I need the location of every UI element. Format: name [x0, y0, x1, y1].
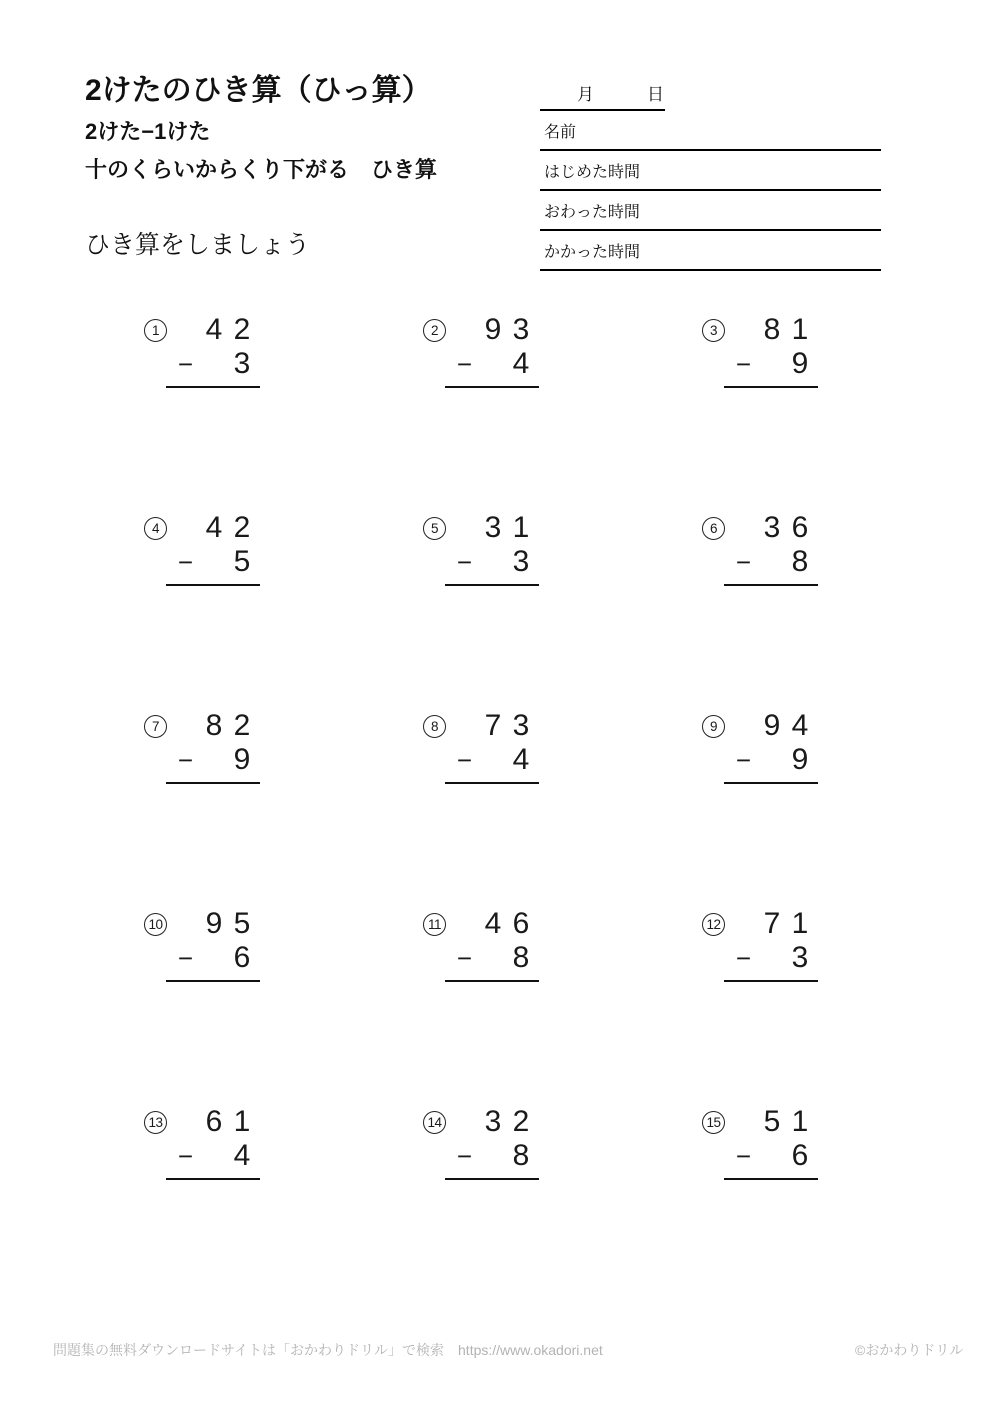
minus-sign: − [456, 547, 472, 577]
minuend-tens-digit: 9 [763, 709, 781, 742]
answer-line [724, 782, 818, 784]
subtrahend-digit: 5 [233, 545, 251, 578]
minuend-ones-digit: 3 [512, 709, 530, 742]
problem-number-badge: 1 [144, 319, 167, 342]
problem-cell [144, 313, 274, 515]
minuend-ones-digit: 4 [791, 709, 809, 742]
answer-line [166, 980, 260, 982]
minuend-ones-digit: 5 [233, 907, 251, 940]
minuend-ones-digit: 2 [233, 709, 251, 742]
answer-line [445, 584, 539, 586]
subtrahend-digit: 9 [791, 743, 809, 776]
minuend-ones-digit: 3 [512, 313, 530, 346]
minuend-tens-digit: 4 [205, 313, 223, 346]
subtrahend-digit: 3 [791, 941, 809, 974]
problem-cell [702, 511, 832, 713]
problem-number-badge: 6 [702, 517, 725, 540]
name-label: 名前 [544, 123, 577, 141]
problem-number-badge: 10 [144, 913, 167, 936]
problem-cell [702, 1105, 832, 1307]
problem-cell [144, 907, 274, 1109]
finished-time-row [540, 191, 881, 231]
footer-search-hint: 問題集の無料ダウンロードサイトは「おかわりドリル」で検索 https://www.okadori.net [53, 1342, 603, 1358]
problem-cell [702, 907, 832, 1109]
date-row [540, 80, 665, 111]
minuend-tens-digit: 5 [763, 1105, 781, 1138]
problem-number-badge: 3 [702, 319, 725, 342]
problem-number-badge: 13 [144, 1111, 167, 1134]
minuend-ones-digit: 2 [512, 1105, 530, 1138]
problem-number-badge: 8 [423, 715, 446, 738]
minuend-tens-digit: 4 [205, 511, 223, 544]
minuend-ones-digit: 1 [791, 313, 809, 346]
subtrahend-digit: 4 [512, 743, 530, 776]
minuend-ones-digit: 1 [512, 511, 530, 544]
answer-line [724, 584, 818, 586]
answer-line [445, 386, 539, 388]
problems-grid [144, 313, 981, 1307]
finished-time-label: おわった時間 [544, 203, 640, 221]
subtrahend-digit: 9 [233, 743, 251, 776]
problem-cell [423, 511, 553, 713]
minuend-tens-digit: 3 [484, 511, 502, 544]
minuend-ones-digit: 2 [233, 313, 251, 346]
minus-sign: − [456, 943, 472, 973]
problem-cell [423, 709, 553, 911]
elapsed-time-label: かかった時間 [544, 243, 641, 261]
answer-line [445, 782, 539, 784]
minuend-tens-digit: 9 [484, 313, 502, 346]
minuend-tens-digit: 6 [205, 1105, 223, 1138]
minus-sign: − [735, 349, 751, 379]
problem-cell [144, 1105, 274, 1307]
footer-copyright: ©おかわりドリル [855, 1342, 964, 1358]
minuend-ones-digit: 1 [791, 907, 809, 940]
minuend-tens-digit: 3 [763, 511, 781, 544]
minuend-tens-digit: 3 [484, 1105, 502, 1138]
minus-sign: − [735, 943, 751, 973]
problem-number-badge: 11 [423, 913, 446, 936]
name-row [540, 111, 881, 151]
minuend-ones-digit: 1 [233, 1105, 251, 1138]
minuend-tens-digit: 8 [763, 313, 781, 346]
subtrahend-digit: 3 [233, 347, 251, 380]
subtrahend-digit: 8 [512, 941, 530, 974]
problem-cell [702, 313, 832, 515]
page-title: 2けたのひき算（ひっ算） [85, 74, 432, 107]
problem-cell [423, 313, 553, 515]
problem-number-badge: 7 [144, 715, 167, 738]
problem-number-badge: 9 [702, 715, 725, 738]
minuend-tens-digit: 8 [205, 709, 223, 742]
month-label: 月 [577, 85, 594, 104]
minuend-tens-digit: 4 [484, 907, 502, 940]
subtrahend-digit: 8 [512, 1139, 530, 1172]
minuend-ones-digit: 6 [512, 907, 530, 940]
minuend-tens-digit: 7 [484, 709, 502, 742]
minus-sign: − [735, 745, 751, 775]
subtrahend-digit: 6 [233, 941, 251, 974]
subtrahend-digit: 4 [512, 347, 530, 380]
problem-number-badge: 2 [423, 319, 446, 342]
problem-cell [702, 709, 832, 911]
answer-line [724, 980, 818, 982]
problem-number-badge: 4 [144, 517, 167, 540]
minuend-tens-digit: 9 [205, 907, 223, 940]
subtrahend-digit: 4 [233, 1139, 251, 1172]
subtrahend-digit: 9 [791, 347, 809, 380]
problem-cell [423, 1105, 553, 1307]
day-label: 日 [647, 85, 664, 104]
started-time-row [540, 151, 881, 191]
subtrahend-digit: 6 [791, 1139, 809, 1172]
minus-sign: − [456, 349, 472, 379]
info-form [540, 80, 881, 271]
answer-line [166, 782, 260, 784]
minus-sign: − [177, 547, 193, 577]
started-time-label: はじめた時間 [544, 163, 641, 181]
problem-cell [423, 907, 553, 1109]
minus-sign: − [177, 745, 193, 775]
subtitle-description: 十のくらいからくり下がる ひき算 [85, 157, 438, 182]
answer-line [166, 386, 260, 388]
problem-cell [144, 511, 274, 713]
problem-cell [144, 709, 274, 911]
problem-number-badge: 5 [423, 517, 446, 540]
problem-number-badge: 15 [702, 1111, 725, 1134]
problem-number-badge: 12 [702, 913, 725, 936]
minuend-tens-digit: 7 [763, 907, 781, 940]
problem-number-badge: 14 [423, 1111, 446, 1134]
answer-line [445, 1178, 539, 1180]
minus-sign: − [456, 1141, 472, 1171]
answer-line [724, 386, 818, 388]
minus-sign: − [177, 943, 193, 973]
minus-sign: − [735, 1141, 751, 1171]
answer-line [166, 1178, 260, 1180]
answer-line [166, 584, 260, 586]
minuend-ones-digit: 1 [791, 1105, 809, 1138]
subtrahend-digit: 3 [512, 545, 530, 578]
subtitle-digits: 2けた−1けた [85, 119, 211, 144]
elapsed-time-row [540, 231, 881, 271]
answer-line [445, 980, 539, 982]
minus-sign: − [177, 1141, 193, 1171]
minus-sign: − [456, 745, 472, 775]
minuend-ones-digit: 6 [791, 511, 809, 544]
subtrahend-digit: 8 [791, 545, 809, 578]
instruction-text: ひき算をしましょう [85, 231, 311, 259]
minus-sign: − [177, 349, 193, 379]
minus-sign: − [735, 547, 751, 577]
answer-line [724, 1178, 818, 1180]
minuend-ones-digit: 2 [233, 511, 251, 544]
